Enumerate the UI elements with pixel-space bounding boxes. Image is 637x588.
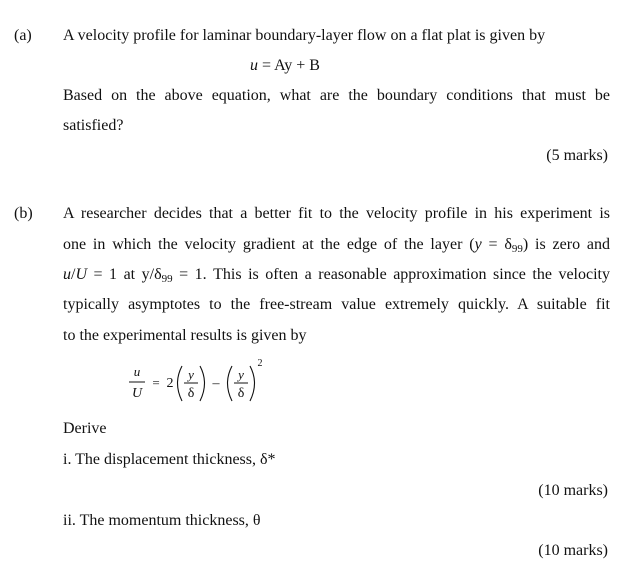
velocity-fit-formula bbox=[110, 352, 280, 414]
part-a-line1: A velocity profile for laminar boundary-layer flow on a flat plat is given by bbox=[63, 27, 546, 44]
derive-heading: Derive bbox=[63, 420, 107, 437]
part-b-line4: typically asymptotes to the free-stream value extremely quickly. A suitable fit bbox=[63, 296, 610, 313]
line3-U: U bbox=[75, 266, 88, 283]
item-ii-marks: (10 marks) bbox=[538, 542, 608, 559]
part-b-line3 bbox=[63, 266, 610, 284]
line2-eq: = δ bbox=[481, 236, 512, 253]
line3-u: u bbox=[63, 266, 71, 283]
line3-post: = 1. This is often a reasonable approximation since the velocity bbox=[172, 266, 610, 283]
line3-slash: / bbox=[71, 266, 76, 283]
formula-coefficient: 2 bbox=[166, 376, 174, 391]
line2-post: ) is zero and bbox=[522, 236, 611, 253]
formula-paren-right-2 bbox=[250, 366, 255, 401]
line2-pre: one in which the velocity gradient at the edge of the layer ( bbox=[63, 236, 475, 253]
formula-y-2: y bbox=[238, 367, 244, 382]
item-i-marks: (10 marks) bbox=[538, 482, 608, 499]
formula-delta-2: δ bbox=[237, 386, 245, 401]
formula-denominator: U bbox=[131, 386, 143, 401]
formula-paren-left-2 bbox=[228, 366, 233, 401]
formula-equals: = bbox=[152, 375, 160, 390]
equation-rhs: = Ay + B bbox=[262, 57, 320, 74]
line2-sub: 99 bbox=[511, 243, 523, 255]
formula-paren-left-1 bbox=[178, 366, 183, 401]
formula-paren-right-1 bbox=[200, 366, 205, 401]
part-b-line2 bbox=[63, 236, 610, 254]
equation-lhs: u bbox=[250, 57, 258, 74]
line2-y: y bbox=[474, 236, 482, 253]
formula-exponent: 2 bbox=[257, 358, 263, 369]
formula-delta-1: δ bbox=[187, 386, 195, 401]
item-i-displacement-thickness: i. The displacement thickness, δ* bbox=[63, 451, 276, 468]
part-a-question-line2: satisfied? bbox=[63, 117, 124, 134]
part-b-label: (b) bbox=[14, 205, 33, 222]
formula-numerator: u bbox=[133, 364, 141, 379]
line3-sub: 99 bbox=[161, 273, 173, 285]
line3-mid: = 1 at y/δ bbox=[87, 266, 162, 283]
part-a-label: (a) bbox=[14, 27, 32, 44]
part-a-marks: (5 marks) bbox=[546, 147, 608, 164]
part-b-line5: to the experimental results is given by bbox=[63, 327, 307, 344]
formula-y-1: y bbox=[188, 367, 194, 382]
part-b-line1: A researcher decides that a better fit to the velocity profile in his experiment is bbox=[63, 205, 610, 222]
part-a-equation bbox=[250, 57, 320, 75]
formula-minus: – bbox=[212, 376, 220, 391]
item-ii-momentum-thickness: ii. The momentum thickness, θ bbox=[63, 512, 261, 529]
part-a-question-line1: Based on the above equation, what are the boundary conditions that must be bbox=[63, 87, 610, 104]
